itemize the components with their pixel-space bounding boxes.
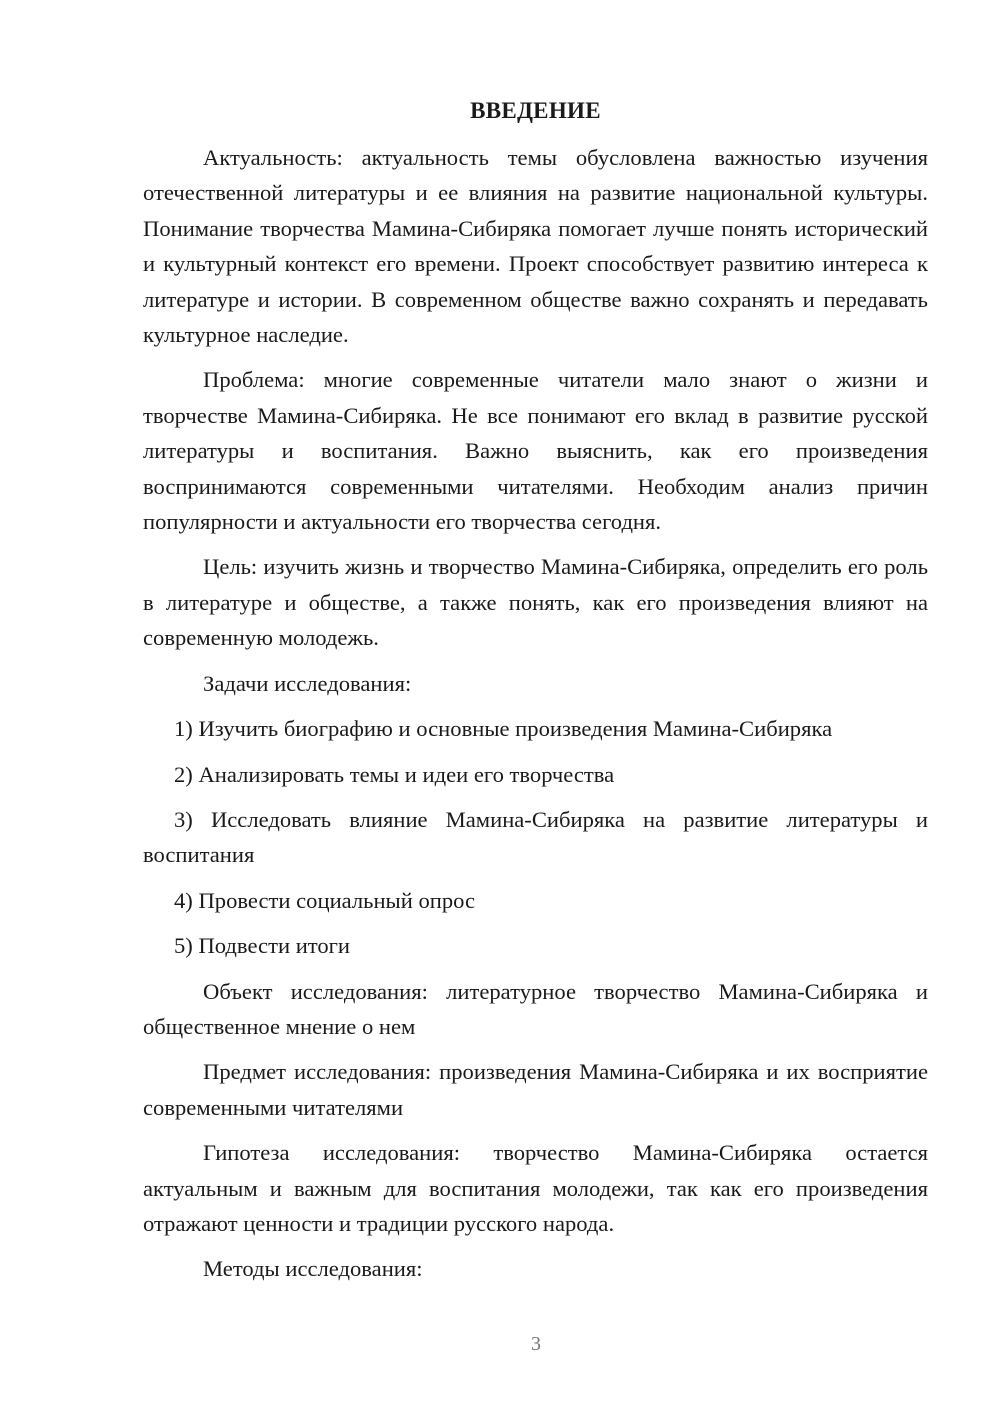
list-item: 5) Подвести итоги <box>174 933 351 959</box>
methods-heading: Методы исследования: <box>203 1256 423 1282</box>
tasks-heading: Задачи исследования: <box>203 670 412 696</box>
tasks-list <box>143 711 928 963</box>
page-title: ВВЕДЕНИЕ <box>470 98 601 123</box>
list-item: 2) Анализировать темы и идеи его творчества <box>174 761 615 787</box>
problem-paragraph: Проблема: многие современные читатели мало знают о жизни и творчестве Мамина-Сибиряка. Не все понимают его вклад в развитие русской литературы и воспитания. Важно выяснить, как его произведения воспринимаются современными читателями. Необходим анализ причин популярности и актуальности его творчества сегодня. <box>143 367 928 535</box>
page-number: 3 <box>531 1333 541 1355</box>
hypothesis-paragraph: Гипотеза исследования: творчество Мамина-Сибиряка остается актуальным и важным для воспитания молодежи, так как его произведения отражают ценности и традиции русского народа. <box>143 1140 928 1236</box>
goal-paragraph: Цель: изучить жизнь и творчество Мамина-Сибиряка, определить его роль в литературе и обществе, а также понять, как его произведения влияют на современную молодежь. <box>143 554 928 651</box>
relevance-paragraph: Актуальность: актуальность темы обусловлена важностью изучения отечественной литературы и ее влияния на развитие национальной культуры. Понимание творчества Мамина-Сибиряка помогает лучше понять исторический и культурный контекст его времени. Проект способствует развитию интереса к литературе и истории. В современном обществе важно сохранять и передавать культурное наследие. <box>143 145 928 348</box>
list-item: 1) Изучить биографию и основные произведения Мамина-Сибиряка <box>174 716 833 742</box>
object-paragraph: Объект исследования: литературное творчество Мамина-Сибиряка и общественное мнение о нем <box>143 978 928 1039</box>
subject-paragraph: Предмет исследования: произведения Мамина-Сибиряка и их восприятие современными читателями <box>143 1059 928 1120</box>
list-item: 4) Провести социальный опрос <box>174 887 476 913</box>
list-item: 3) Исследовать влияние Мамина-Сибиряка на развитие литературы и воспитания <box>143 806 928 868</box>
document-page <box>143 96 928 1297</box>
